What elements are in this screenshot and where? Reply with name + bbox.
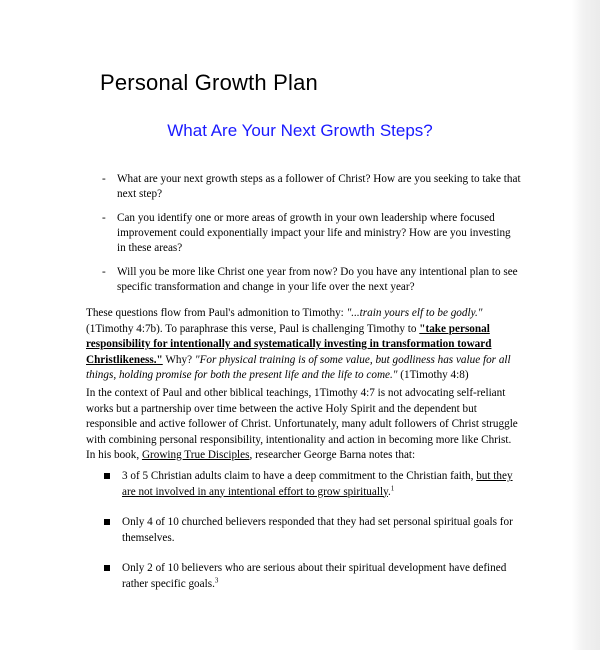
statistic-text: Only 4 of 10 churched believers responded that they had set personal spiritual goals for themselves. [122, 516, 513, 544]
question-item [102, 172, 522, 202]
statistic-item [104, 515, 524, 546]
footnote-marker: 3 [214, 575, 219, 584]
page-edge-shadow [572, 0, 600, 650]
para1-text-a: These questions flow from Paul's admonition to Timothy: [86, 307, 347, 319]
emphasis-statement: "take personal responsibility for intentionally and systematically investing in transformation toward Christlikeness." [86, 322, 492, 366]
statistic-text: 3 of 5 Christian adults claim to have a deep commitment to the Christian faith, [122, 470, 477, 482]
para1-text-b: (1Timothy 4:7b). To paraphrase this verse, Paul is challenging Timothy to [86, 322, 420, 335]
question-text: Can you identify one or more areas of growth in your own leadership where focused improvement could exponentially impact your life and ministry? How are you investing in these areas? [117, 212, 511, 254]
page-title: Personal Growth Plan [100, 70, 318, 95]
square-bullet-icon [104, 473, 110, 479]
dash-marker: - [102, 173, 106, 185]
square-bullet-icon [104, 519, 110, 525]
question-text: Will you be more like Christ one year from now? Do you have any intentional plan to see specific transformation and change in your life over the next year? [117, 266, 518, 293]
statistics-list [104, 469, 524, 607]
para1-text-c: Why? [162, 353, 195, 366]
page-subtitle: What Are Your Next Growth Steps? [167, 121, 433, 140]
paragraph-context [86, 386, 522, 464]
square-bullet-icon [104, 565, 110, 571]
statistic-text: Only 2 of 10 believers who are serious about their spiritual development have defined rather specific goals. [122, 562, 507, 590]
para2-text-a: In the context of Paul and other biblical teachings, 1Timothy 4:7 is not advocating self-reliant works but a partnership over time between the active Holy Spirit and the dependent but responsible and active follower of Christ. Unfortunately, many adult followers of Christ struggle with combining personal responsibility, intentionality and action in becoming more like Christ. In his book, [86, 387, 518, 461]
footnote-marker: 1 [390, 483, 395, 492]
book-title: Growing True Disciples [141, 449, 250, 461]
question-item [102, 211, 522, 256]
paragraph-admonition [86, 306, 522, 384]
statistic-item [104, 469, 524, 500]
question-list [102, 172, 522, 304]
dash-marker: - [102, 212, 106, 224]
question-text: What are your next growth steps as a follower of Christ? How are you seeking to take that next step? [117, 173, 521, 200]
question-item [102, 265, 522, 295]
para1-text-d: (1Timothy 4:8) [397, 369, 469, 381]
scripture-quote-2: "For physical training is of some value, but godliness has value for all things, holding promise for both the present life and the life to come." [86, 353, 511, 381]
scripture-quote: "...train yours elf to be godly." [346, 307, 483, 319]
para2-text-b: , researcher George Barna notes that: [249, 449, 416, 461]
dash-marker: - [102, 266, 106, 278]
statistic-tail: . [387, 485, 391, 498]
statistic-underlined: but they are not involved in any intentional effort to grow spiritually [122, 470, 513, 498]
statistic-item [104, 561, 524, 592]
